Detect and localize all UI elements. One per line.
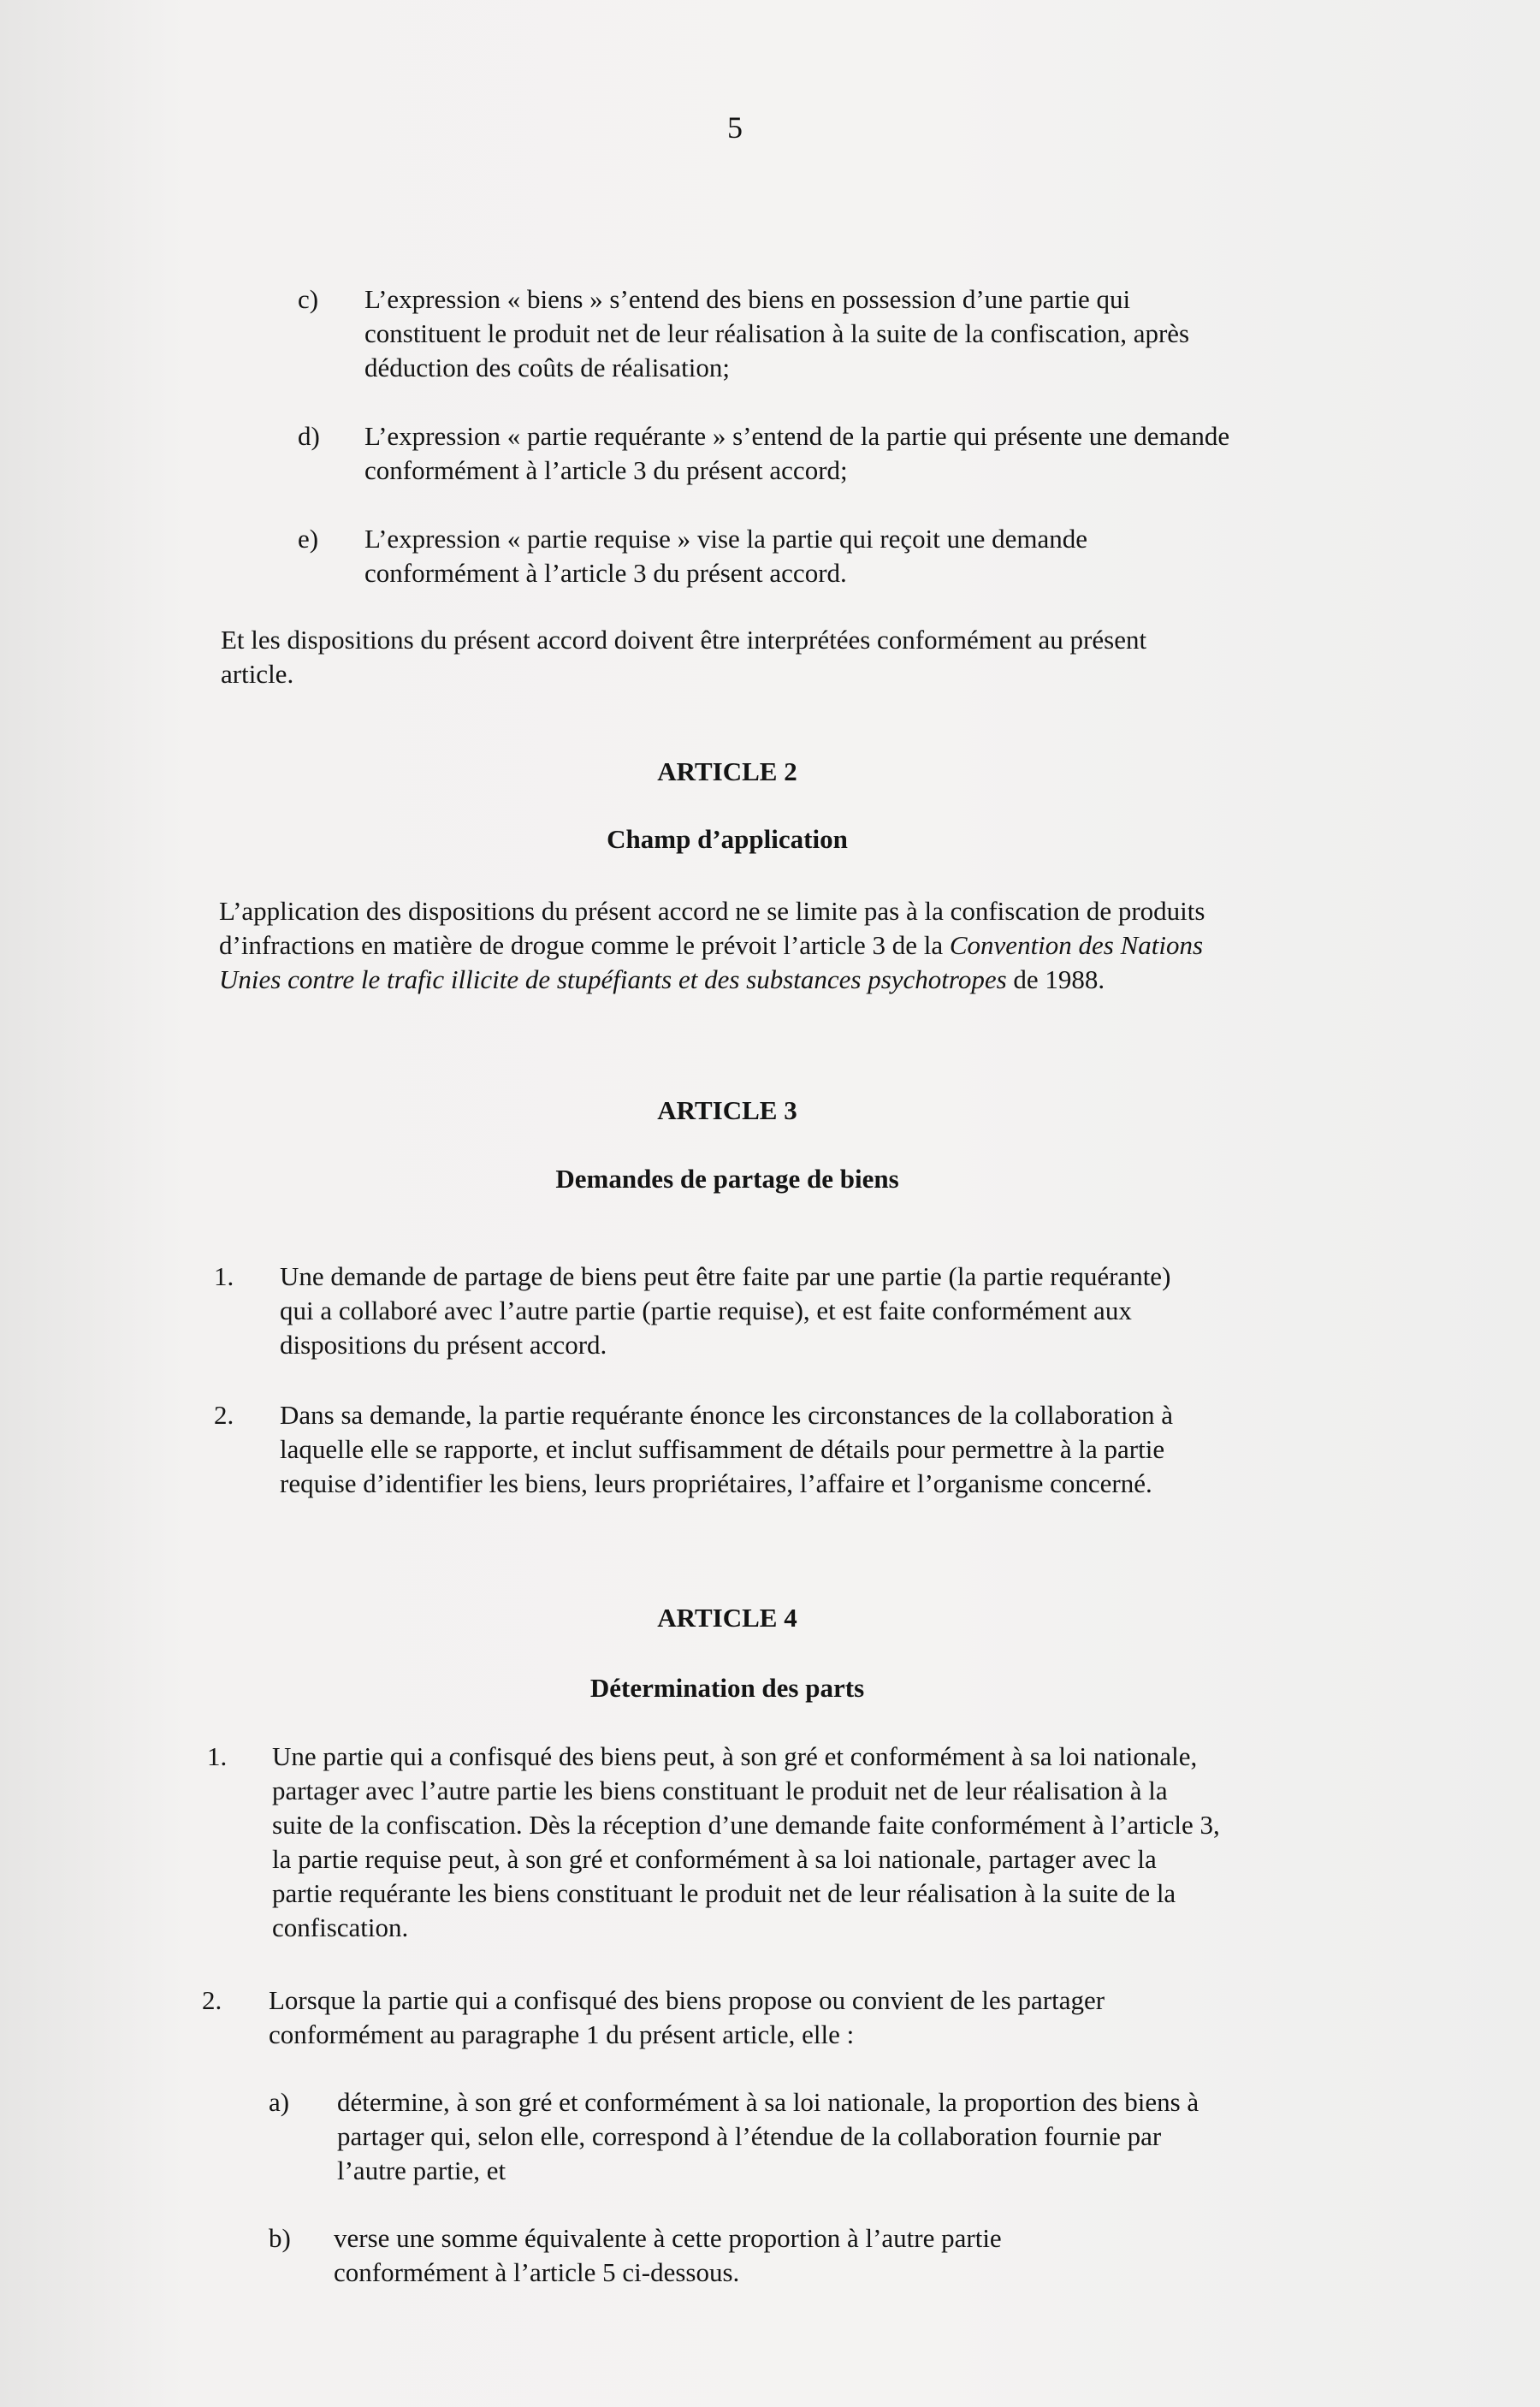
article-2-title: ARTICLE 2 xyxy=(657,756,797,786)
article-4-subitem-text-a: détermine, à son gré et conformément à sa loi nationale, la proportion des biens à partager qui, selon elle, correspond à l’étendue de la collaboration fournie par l’autre partie, et xyxy=(337,2087,1199,2185)
article-4-title: ARTICLE 4 xyxy=(657,1603,797,1633)
article-4-item-text-2: Lorsque la partie qui a confisqué des biens propose ou convient de les partager conformément au paragraphe 1 du présent article, elle : xyxy=(269,1985,1105,2049)
article-4-item-label-1: 1. xyxy=(207,1741,228,1771)
definition-label-d: d) xyxy=(298,421,320,451)
article-4-subtitle: Détermination des parts xyxy=(589,1673,865,1703)
definition-text-e: L’expression « partie requise » vise la partie qui reçoit une demande conformément à l’article 3 du présent accord. xyxy=(364,524,1088,588)
article-4-subitem-label-b: b) xyxy=(269,2223,291,2253)
article-3-item-label-2: 2. xyxy=(214,1400,234,1430)
definition-text-c: L’expression « biens » s’entend des biens en possession d’une partie qui constituent le produit net de leur réalisation à la suite de la confiscation, après déduction des coûts de réalisation; xyxy=(364,284,1190,382)
article-2-text-after: de 1988. xyxy=(1006,964,1105,994)
article-3-item-text-1: Une demande de partage de biens peut être faite par une partie (la partie requérante) qui a collaboré avec l’autre partie (partie requise), et est faite conformément aux dispositions du présent accord. xyxy=(280,1261,1171,1360)
definition-label-c: c) xyxy=(298,284,319,314)
article-2-paragraph xyxy=(219,894,1246,997)
article-3-title: ARTICLE 3 xyxy=(657,1095,797,1125)
article-3-item-label-1: 1. xyxy=(214,1261,234,1291)
definition-text-d: L’expression « partie requérante » s’entend de la partie qui présente une demande conformément à l’article 3 du présent accord; xyxy=(364,421,1230,485)
article-2-convention: Convention des Nations Unies contre le trafic illicite de stupéfiants et des substances psychotropes xyxy=(219,930,1204,994)
article-4-item-text-1: Une partie qui a confisqué des biens peut, à son gré et conformément à sa loi nationale, partager avec l’autre partie les biens constituant le produit net de leur réalisation à la suite de la confiscation. Dès la réception d’une demande faite conformément à l’article 3, la partie requise peut, à son gré et conformément à sa loi nationale, partager avec la partie requérante les biens constituant le produit net de leur réalisation à la suite de la confiscation. xyxy=(272,1741,1220,1942)
article-4-item-label-2: 2. xyxy=(202,1985,222,2015)
article-3-subtitle: Demandes de partage de biens xyxy=(555,1164,899,1194)
article-4-subitem-label-a: a) xyxy=(269,2087,290,2117)
article-3-item-text-2: Dans sa demande, la partie requérante énonce les circonstances de la collaboration à laquelle elle se rapporte, et inclut suffisamment de détails pour permettre à la partie requise d’identifier les biens, leurs propriétaires, l’affaire et l’organisme concerné. xyxy=(280,1400,1174,1498)
article-2-text-before: L’application des dispositions du présent accord ne se limite pas à la confiscation de produits d’infractions en matière de drogue comme le prévoit l’article 3 de la xyxy=(219,896,1205,960)
article-2-subtitle: Champ d’application xyxy=(607,824,848,854)
page-number: 5 xyxy=(727,110,743,145)
definition-label-e: e) xyxy=(298,524,319,554)
closing-sentence: Et les dispositions du présent accord doivent être interprétées conformément au présent article. xyxy=(221,625,1147,689)
article-4-subitem-text-b: verse une somme équivalente à cette proportion à l’autre partie conformément à l’article 5 ci-dessous. xyxy=(334,2223,1002,2287)
